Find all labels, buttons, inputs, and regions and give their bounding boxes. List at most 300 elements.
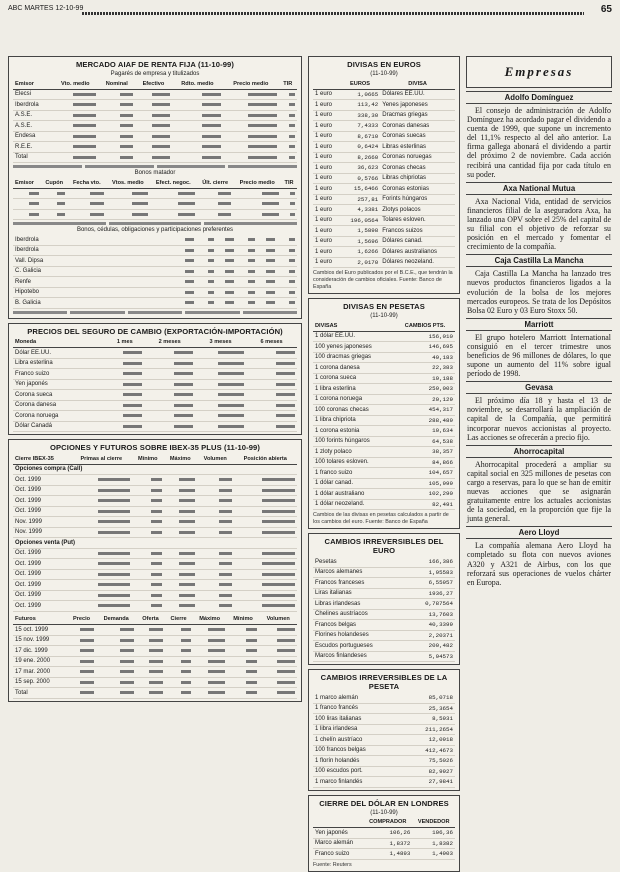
table-row	[13, 580, 297, 591]
illegible-value	[120, 660, 135, 663]
illegible-value	[120, 628, 135, 631]
rate-row	[313, 777, 455, 788]
row-label: A.S.E.	[13, 121, 52, 132]
seguro-cambio-title: PRECIOS DEL SEGURO DE CAMBIO (EXPORTACIÓN-IMPORTACIÓN)	[27, 326, 283, 336]
opciones-title: OPCIONES Y FUTUROS SOBRE IBEX-35 PLUS (11-10-99)	[49, 443, 261, 452]
rate-row	[313, 588, 455, 599]
col-header: Emisor	[13, 178, 41, 188]
cell	[106, 209, 150, 220]
currency-row	[313, 363, 455, 374]
col-header: 1 mes	[105, 338, 144, 348]
cell	[105, 369, 144, 380]
futuros-table	[13, 615, 297, 699]
renta-fija-box	[8, 56, 302, 319]
cell	[96, 667, 136, 678]
currency-row	[313, 121, 455, 132]
opciones-table	[13, 454, 297, 612]
col-header: Cierre IBEX-35	[13, 454, 71, 464]
rate-label: 1 chelín austríaco	[313, 735, 403, 746]
cell	[71, 496, 132, 507]
illegible-value	[218, 213, 231, 216]
illegible-value	[90, 202, 104, 205]
table-row	[13, 121, 297, 132]
currency-name: Libras chipriotas	[380, 173, 455, 184]
cell	[197, 485, 234, 496]
cell	[197, 569, 234, 580]
cell	[223, 110, 278, 121]
illegible-value	[123, 404, 142, 407]
currency-unit: 1 euro	[313, 247, 340, 258]
cell	[197, 496, 234, 507]
currency-value: 0,5766	[340, 173, 381, 184]
illegible-value	[202, 103, 221, 106]
illegible-value	[262, 478, 295, 481]
cell	[98, 89, 135, 100]
table-row	[13, 667, 297, 678]
currency-value: 146,695	[395, 342, 455, 353]
illegible-value	[289, 114, 295, 117]
cell	[136, 656, 164, 667]
cell	[257, 266, 277, 277]
cell	[279, 110, 297, 121]
illegible-value	[246, 639, 257, 642]
row-label: Oct. 1999	[13, 548, 71, 559]
cell	[197, 601, 234, 612]
divisas-pesetas-table	[313, 321, 455, 510]
illegible-value	[73, 156, 96, 159]
illegible-value	[152, 145, 170, 148]
illegible-value	[219, 562, 232, 565]
illegible-value	[266, 270, 275, 273]
cell	[106, 188, 150, 199]
illegible-value	[225, 291, 234, 294]
illegible-value	[98, 478, 130, 481]
currency-value: 8,2660	[340, 152, 381, 163]
cell	[165, 667, 193, 678]
cell	[197, 199, 233, 210]
cell	[216, 287, 236, 298]
rate-row	[313, 693, 455, 703]
illegible-value	[248, 280, 254, 283]
currency-unit: 1 libra chipriota	[313, 415, 395, 426]
cell	[132, 506, 164, 517]
illegible-value	[149, 628, 162, 631]
illegible-value	[174, 362, 193, 365]
table-row	[13, 379, 297, 390]
table-row	[13, 100, 297, 111]
currency-value: 1,5898	[340, 226, 381, 237]
row-label: Hipotebo	[13, 287, 176, 298]
illegible-value	[179, 573, 195, 576]
cell	[197, 475, 234, 486]
illegible-value	[152, 156, 170, 159]
currency-row	[313, 447, 455, 458]
currency-unit: 1 dólar australiano	[313, 489, 395, 500]
illegible-value	[246, 681, 257, 684]
dateline: ABC MARTES 12-10-99	[8, 5, 84, 12]
table-row	[13, 421, 297, 432]
rate-value: 85,0718	[403, 693, 455, 703]
cell	[234, 527, 297, 538]
illegible-value	[248, 145, 276, 148]
illegible-value	[218, 362, 244, 365]
table-row	[13, 677, 297, 688]
divisas-pesetas-note: Cambios de las divisas en pesetas calculados a partir de los cambios del euro. Fuente: Banco de España	[313, 512, 449, 525]
cell	[132, 601, 164, 612]
table-row	[13, 287, 297, 298]
illegible-value	[149, 639, 162, 642]
illegible-value	[179, 594, 195, 597]
cell	[144, 379, 195, 390]
peseta-irreversible-table	[313, 693, 455, 788]
illegible-value	[151, 594, 162, 597]
cell	[236, 287, 256, 298]
rate-value: 27,9841	[403, 777, 455, 788]
illegible-value	[120, 156, 133, 159]
col-header: Máximo	[164, 454, 197, 464]
illegible-value	[120, 681, 135, 684]
col-header: Moneda	[13, 338, 105, 348]
cell	[132, 590, 164, 601]
rate-buy: 106,26	[363, 828, 412, 839]
cell	[257, 298, 277, 309]
cell	[165, 656, 193, 667]
cell	[227, 625, 260, 636]
cell	[259, 688, 297, 699]
cell	[193, 656, 227, 667]
cell	[195, 348, 246, 359]
rate-value: 25,3654	[403, 703, 455, 714]
article-body: Ahorrocapital procederá a ampliar su capital social en 325 millones de pesetas con cargo a reservas, para lo que se han de emitir nuevas acciones que se asignarán gratuitamente entre los actuales accionistas de la sociedad, en la proporción que fije la junta general.	[467, 459, 611, 524]
cell	[67, 688, 96, 699]
currency-row	[313, 373, 455, 384]
cell	[277, 277, 297, 288]
currency-name: Dracmas griegas	[380, 110, 455, 121]
cell	[281, 209, 297, 220]
currency-unit: 1 libra esterlina	[313, 384, 395, 395]
illegible-value	[185, 280, 194, 283]
cell	[234, 569, 297, 580]
table-row	[13, 358, 297, 369]
cell	[67, 646, 96, 657]
divisas-euros-box	[308, 56, 460, 294]
illegible-value	[152, 135, 170, 138]
cell	[96, 688, 136, 699]
table-row	[13, 209, 297, 220]
row-label: Oct. 1999	[13, 496, 71, 507]
cell	[195, 400, 246, 411]
cell	[227, 677, 260, 688]
col-header: Mínimo	[132, 454, 164, 464]
cell	[164, 601, 197, 612]
col-header: TIR	[279, 79, 297, 89]
cell	[197, 548, 234, 559]
cell	[279, 131, 297, 142]
cell	[195, 358, 246, 369]
col-header: Rdto. medio	[172, 79, 223, 89]
illegible-value	[181, 660, 191, 663]
cell	[176, 235, 196, 245]
rate-label: 100 liras italianas	[313, 714, 403, 725]
rate-value: 82,9927	[403, 766, 455, 777]
illegible-value	[202, 114, 221, 117]
cell	[136, 688, 164, 699]
illegible-value	[151, 573, 162, 576]
cell	[96, 677, 136, 688]
col-header: Precio medio	[223, 79, 278, 89]
cell	[172, 110, 223, 121]
row-label: Libra esterlina	[13, 358, 105, 369]
col-header: Precio medio	[233, 178, 281, 188]
cell	[236, 266, 256, 277]
currency-name: Coronas danesas	[380, 121, 455, 132]
illegible-value	[262, 583, 295, 586]
currency-row	[313, 468, 455, 479]
illegible-value	[57, 213, 66, 216]
col-header: CAMBIOS PTS.	[395, 321, 455, 331]
illegible-value	[181, 639, 191, 642]
cell	[135, 89, 171, 100]
currency-value: 454,317	[395, 405, 455, 416]
table-row	[13, 590, 297, 601]
rate-value: 211,2654	[403, 724, 455, 735]
cell	[196, 256, 216, 267]
currency-value: 2,0170	[340, 257, 381, 268]
illegible-value	[218, 192, 231, 195]
rate-buy: 1,8372	[363, 838, 412, 849]
cell	[197, 209, 233, 220]
rate-row	[313, 703, 455, 714]
illegible-value	[149, 691, 162, 694]
illegible-value	[248, 301, 254, 304]
cell	[195, 369, 246, 380]
illegible-value	[262, 213, 279, 216]
illegible-value	[178, 202, 195, 205]
cell	[105, 421, 144, 432]
currency-value: 156,010	[395, 331, 455, 342]
currency-unit: 100 yenes japoneses	[313, 342, 395, 353]
col-header: Máximo	[193, 615, 227, 625]
illegible-value	[208, 691, 225, 694]
illegible-value	[218, 425, 244, 428]
cell	[172, 131, 223, 142]
table-row	[13, 348, 297, 359]
seguro-cambio-box	[8, 323, 302, 436]
rate-sell: 1,4903	[412, 849, 455, 860]
cell	[277, 266, 297, 277]
illegible-value	[179, 552, 195, 555]
illegible-value	[181, 649, 191, 652]
rate-row	[313, 724, 455, 735]
table-header-row	[13, 79, 297, 89]
currency-value: 105,999	[395, 478, 455, 489]
currency-name: Yenes japoneses	[380, 100, 455, 111]
cell	[71, 548, 132, 559]
currency-row	[313, 499, 455, 510]
illegible-value	[290, 202, 295, 205]
empresas-column	[466, 56, 612, 844]
table-row	[13, 131, 297, 142]
illegible-value	[80, 649, 94, 652]
currency-value: 7,4333	[340, 121, 381, 132]
table-row	[13, 188, 297, 199]
currency-value: 38,357	[395, 447, 455, 458]
cell	[234, 601, 297, 612]
currency-row	[313, 226, 455, 237]
row-label: Oct. 1999	[13, 601, 71, 612]
article-body: El próximo día 18 y hasta el 13 de noviembre, se desarrollará la ampliación de capital de la Compañía, que permitirá incorporar nuevos accionistas al proyecto. Las acciones se ofrecerán a precio fijo.	[467, 396, 611, 442]
illegible-value	[174, 383, 193, 386]
company-heading: Axa National Mutua	[466, 182, 612, 195]
cell	[98, 121, 135, 132]
page-number: 65	[600, 4, 612, 15]
table-row	[13, 569, 297, 580]
currency-name: Zlotys polacos	[380, 205, 455, 216]
cell	[246, 411, 297, 422]
row-label: Franco suizo	[13, 369, 105, 380]
currency-row	[313, 331, 455, 342]
illegible-value	[185, 238, 194, 241]
illegible-value	[225, 249, 234, 252]
illegible-value	[266, 291, 275, 294]
rate-value: 40,3399	[407, 620, 455, 631]
cell	[216, 235, 236, 245]
illegible-value	[248, 249, 254, 252]
cell	[52, 121, 98, 132]
illegible-value	[98, 510, 130, 513]
illegible-value	[179, 604, 195, 607]
illegible-value	[29, 192, 39, 195]
cell	[196, 287, 216, 298]
illegible-value	[248, 291, 254, 294]
currency-row	[313, 352, 455, 363]
cell	[176, 266, 196, 277]
cell	[216, 266, 236, 277]
col-header: Demanda	[96, 615, 136, 625]
illegible-value	[246, 649, 257, 652]
cell	[105, 411, 144, 422]
currency-row	[313, 131, 455, 142]
illegible-value	[179, 499, 195, 502]
table-row	[13, 496, 297, 507]
row-label: Oct. 1999	[13, 475, 71, 486]
cell	[195, 379, 246, 390]
cell	[246, 390, 297, 401]
cell	[193, 625, 227, 636]
cell	[216, 298, 236, 309]
illegible-value	[152, 114, 170, 117]
cell	[165, 677, 193, 688]
illegible-value	[289, 124, 295, 127]
currency-value: 196,0564	[340, 215, 381, 226]
illegible-value	[132, 192, 148, 195]
cell	[71, 580, 132, 591]
row-label: B. Galicia	[13, 298, 176, 309]
table-row	[13, 635, 297, 646]
cell	[164, 475, 197, 486]
cell	[234, 590, 297, 601]
illegible-value	[90, 192, 104, 195]
illegible-value	[151, 583, 162, 586]
opciones-box	[8, 439, 302, 702]
col-header: Futuros	[13, 615, 67, 625]
cell	[67, 677, 96, 688]
rate-value: 1936,27	[407, 588, 455, 599]
cell	[246, 358, 297, 369]
cell	[136, 635, 164, 646]
illegible-value	[151, 510, 162, 513]
illegible-value	[262, 192, 279, 195]
illegible-value	[289, 238, 296, 241]
illegible-value	[248, 93, 276, 96]
rate-row	[313, 828, 455, 839]
cell	[71, 590, 132, 601]
illegible-value	[219, 552, 232, 555]
col-header: Mínimo	[227, 615, 260, 625]
cell	[197, 517, 234, 528]
cell	[52, 131, 98, 142]
row-label: Oct. 1999	[13, 506, 71, 517]
rate-label: Pesetas	[313, 557, 407, 567]
cell	[246, 369, 297, 380]
currency-unit: 1 euro	[313, 184, 340, 195]
cell	[196, 245, 216, 256]
currency-unit: 1 zloty polaco	[313, 447, 395, 458]
cell	[259, 625, 297, 636]
illegible-value	[202, 93, 221, 96]
illegible-value	[120, 114, 133, 117]
table-row	[13, 369, 297, 380]
rate-label: 1 franco francés	[313, 703, 403, 714]
illegible-value	[289, 259, 296, 262]
rate-value: 8,5931	[403, 714, 455, 725]
illegible-value	[149, 649, 162, 652]
col-header: Cupón	[41, 178, 67, 188]
cell	[196, 298, 216, 309]
rate-label: 100 escudos port.	[313, 766, 403, 777]
illegible-value	[152, 124, 170, 127]
col-header: Oferta	[136, 615, 164, 625]
illegible-value	[123, 383, 142, 386]
row-label: 19 ene. 2000	[13, 656, 67, 667]
rate-value: 2,20371	[407, 630, 455, 641]
illegible-value	[225, 270, 234, 273]
rate-row	[313, 714, 455, 725]
cell	[136, 646, 164, 657]
illegible-value	[151, 604, 162, 607]
cell	[164, 559, 197, 570]
cell	[98, 110, 135, 121]
col-header: Volumen	[259, 615, 297, 625]
euro-irreversible-title: CAMBIOS IRREVERSIBLES DEL EURO	[324, 537, 444, 555]
illegible-value	[123, 351, 142, 354]
cell	[165, 688, 193, 699]
illegible-value	[246, 691, 257, 694]
cell	[246, 421, 297, 432]
illegible-value	[262, 202, 279, 205]
currency-unit: 100 coronas checas	[313, 405, 395, 416]
cell	[165, 635, 193, 646]
peseta-irreversible-title: CAMBIOS IRREVERSIBLES DE LA PESETA	[320, 673, 448, 691]
currency-row	[313, 489, 455, 500]
cell	[236, 235, 256, 245]
cell	[259, 667, 297, 678]
dolar-londres-title: CIERRE DEL DÓLAR EN LONDRES	[319, 798, 449, 808]
currency-value: 1,6266	[340, 247, 381, 258]
cell	[165, 646, 193, 657]
illegible-value	[219, 478, 232, 481]
illegible-value	[132, 202, 148, 205]
